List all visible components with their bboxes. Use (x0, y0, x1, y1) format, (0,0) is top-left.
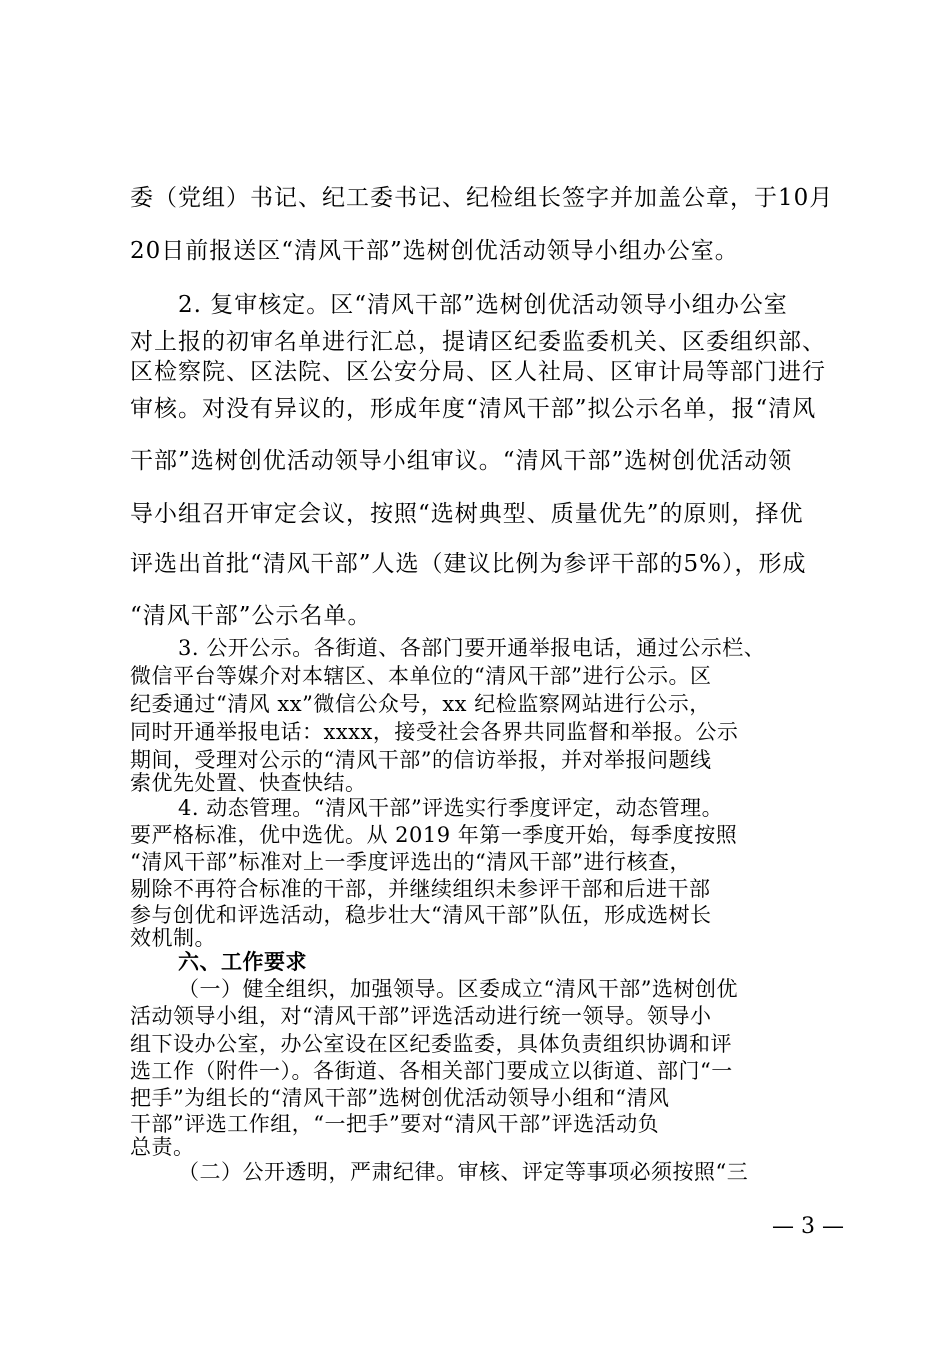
paragraph-2-heading-line: 2. 复审核定。区“清风干部”选树创优活动领导小组办公室 (178, 292, 788, 318)
body-line: 纪委通过“清风 xx”微信公众号，xx 纪检监察网站进行公示， (130, 692, 711, 716)
section-heading: 六、工作要求 (178, 949, 307, 974)
body-line: 参与创优和评选活动，稳步壮大“清风干部”队伍，形成选树长 (130, 903, 712, 927)
body-line: “清风干部”公示名单。 (130, 603, 372, 629)
body-line: “清风干部”标准对上一季度评选出的“清风干部”进行核查， (130, 850, 691, 874)
subsection-1-heading-line: （一）健全组织，加强领导。区委成立“清风干部”选树创优 (178, 977, 738, 1001)
subsection-2-heading-line: （二）公开透明，严肃纪律。审核、评定等事项必须按照“三 (178, 1160, 749, 1184)
body-line: 选工作（附件一）。各街道、各相关部门要成立以街道、部门“一 (130, 1059, 733, 1083)
body-line: 区检察院、区法院、区公安分局、区人社局、区审计局等部门进行 (130, 359, 826, 385)
body-line: 审核。对没有异议的，形成年度“清风干部”拟公示名单，报“清风 (130, 396, 817, 422)
body-line: 20日前报送区“清风干部”选树创优活动领导小组办公室。 (130, 238, 739, 264)
body-line: 同时开通举报电话：xxxx，接受社会各界共同监督和举报。公示 (130, 720, 739, 744)
body-line: 微信平台等媒介对本辖区、本单位的“清风干部”进行公示。区 (130, 664, 712, 688)
body-line: 期间，受理对公示的“清风干部”的信访举报，并对举报问题线 (130, 748, 712, 772)
body-line: 组下设办公室，办公室设在区纪委监委，具体负责组织协调和评 (130, 1032, 732, 1056)
body-line: 委（党组）书记、纪工委书记、纪检组长签字并加盖公章，于10月 (130, 185, 834, 211)
body-line: 总责。 (130, 1135, 195, 1159)
paragraph-4-heading-line: 4. 动态管理。“清风干部”评选实行季度评定，动态管理。 (178, 796, 724, 820)
body-line: 把手”为组长的“清风干部”选树创优活动领导小组和“清风 (130, 1086, 670, 1110)
page-number: — 3 — (772, 1214, 844, 1239)
body-line: 剔除不再符合标准的干部，并继续组织未参评干部和后进干部 (130, 877, 711, 901)
body-line: 对上报的初审名单进行汇总，提请区纪委监委机关、区委组织部、 (130, 329, 826, 355)
body-line: 效机制。 (130, 926, 216, 950)
body-line: 干部”选树创优活动领导小组审议。“清风干部”选树创优活动领 (130, 448, 793, 474)
body-line: 活动领导小组，对“清风干部”评选活动进行统一领导。领导小 (130, 1004, 712, 1028)
body-line: 干部”评选工作组，“一把手”要对“清风干部”评选活动负 (130, 1112, 660, 1136)
paragraph-3-heading-line: 3. 公开公示。各街道、各部门要开通举报电话，通过公示栏、 (178, 636, 766, 660)
body-line: 要严格标准，优中选优。从 2019 年第一季度开始，每季度按照 (130, 823, 738, 847)
body-line: 索优先处置、快查快结。 (130, 771, 367, 795)
body-line: 导小组召开审定会议，按照“选树典型、质量优先”的原则，择优 (130, 501, 804, 527)
body-line: 评选出首批“清风干部”人选（建议比例为参评干部的5%），形成 (130, 551, 807, 577)
